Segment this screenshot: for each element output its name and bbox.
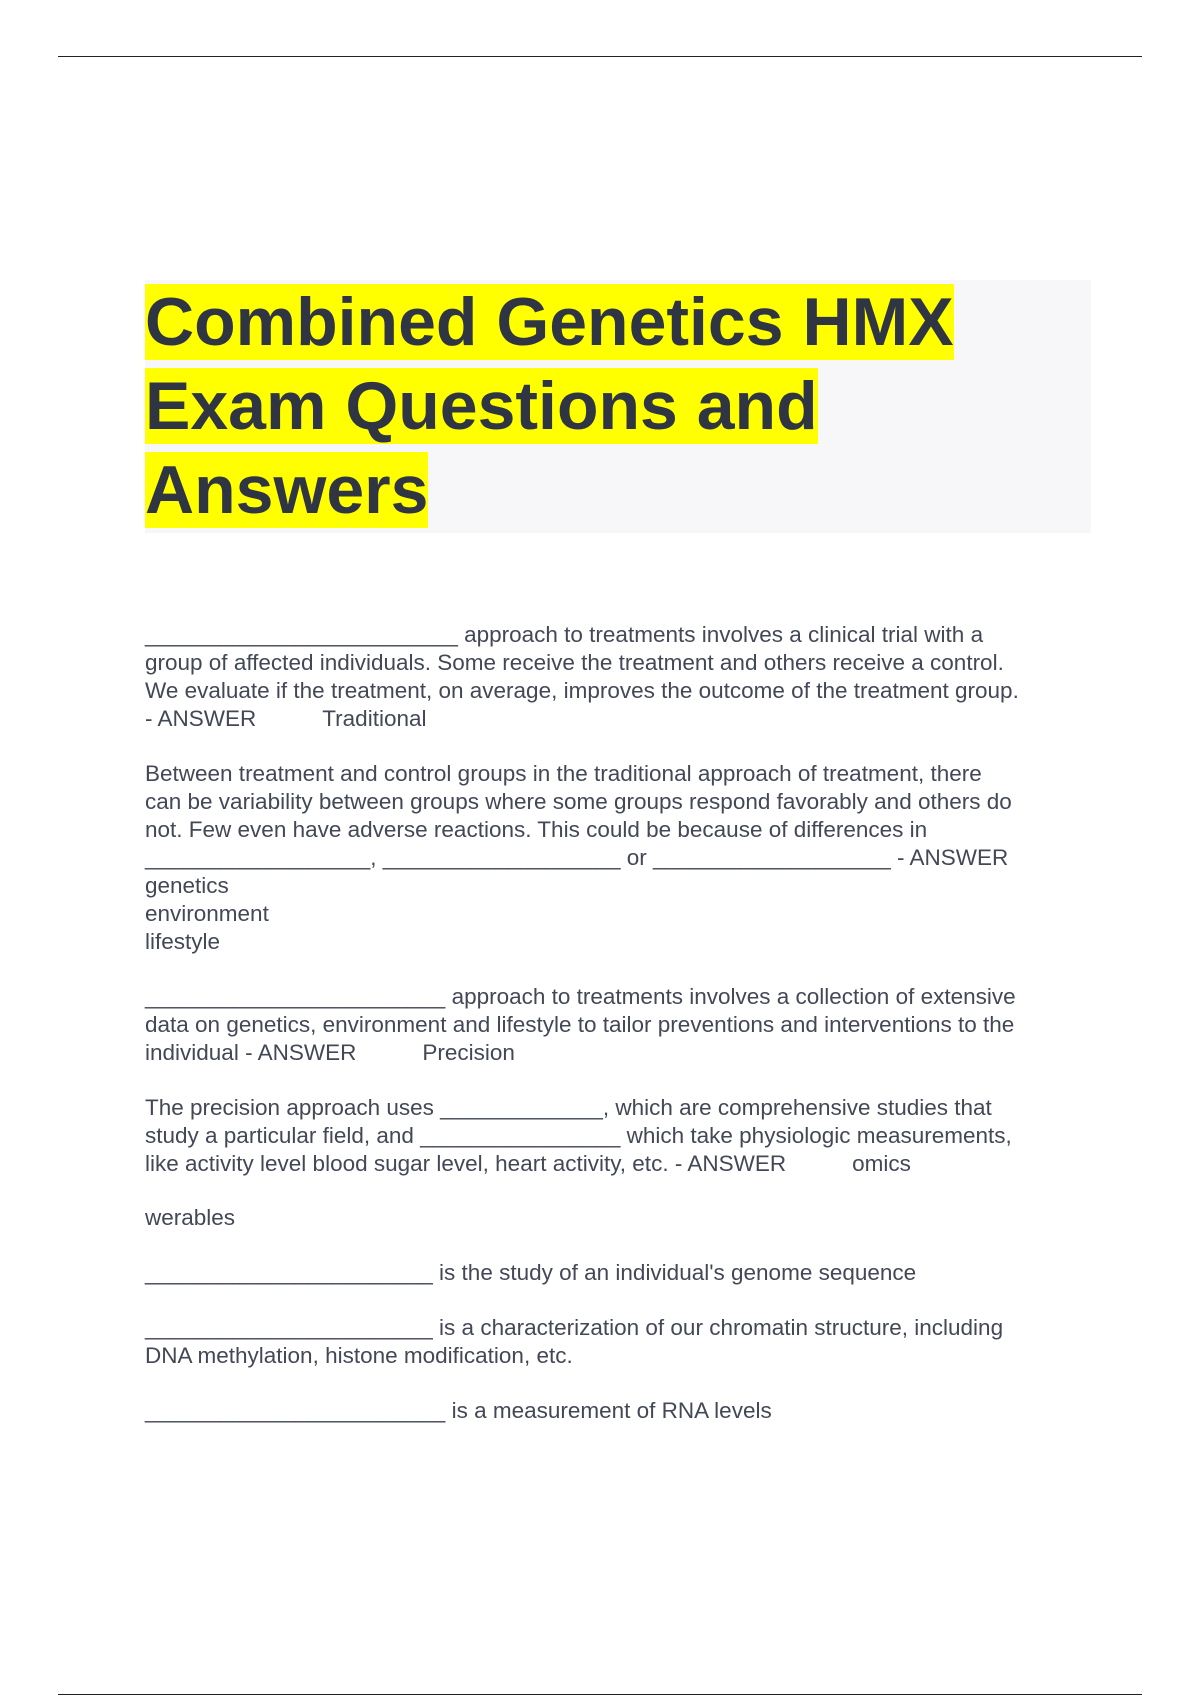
question-item [145, 1397, 1095, 1425]
question-line: _________________________ approach to treatments involves a clinical trial with a [145, 622, 984, 647]
question-line: _______________________ is a characterization of our chromatin structure, including [145, 1315, 1004, 1340]
answer-text: lifestyle [145, 929, 221, 954]
question-line: data on genetics, environment and lifestyle to tailor preventions and interventions to the [145, 1012, 1015, 1037]
answer-line [145, 1039, 1095, 1067]
question-line: We evaluate if the treatment, on average, improves the outcome of the treatment group. [145, 678, 1019, 703]
answer-prefix: like activity level blood sugar level, heart activity, etc. - ANSWER [145, 1151, 787, 1176]
question-line: _______________________ is the study of an individual's genome sequence [145, 1260, 917, 1285]
answer-text: Traditional [322, 706, 427, 731]
title-block [145, 280, 1091, 533]
answer-text: omics [852, 1151, 911, 1176]
question-line: not. Few even have adverse reactions. This could be because of differences in [145, 817, 928, 842]
answer-line [145, 705, 1095, 733]
question-line: Between treatment and control groups in the traditional approach of treatment, there [145, 761, 982, 786]
answer-text: genetics [145, 873, 229, 898]
title-line-3: Answers [145, 452, 429, 528]
question-item [145, 621, 1095, 733]
question-line: ________________________ approach to treatments involves a collection of extensive [145, 984, 1016, 1009]
answer-text: environment [145, 901, 269, 926]
answer-line [145, 1150, 1095, 1178]
question-line: study a particular field, and ________________ which take physiologic measurements, [145, 1123, 1012, 1148]
question-item [145, 983, 1095, 1067]
question-line: can be variability between groups where some groups respond favorably and others do [145, 789, 1012, 814]
question-line: DNA methylation, histone modification, etc. [145, 1343, 573, 1368]
title-line-1: Combined Genetics HMX [145, 284, 954, 360]
question-item [145, 1314, 1095, 1370]
answer-prefix: individual - ANSWER [145, 1040, 357, 1065]
answer-list [145, 872, 1095, 956]
question-line: The precision approach uses _____________, which are comprehensive studies that [145, 1095, 992, 1120]
bottom-rule [58, 1694, 1142, 1695]
question-list [145, 621, 1095, 1452]
answer-prefix: - ANSWER [145, 706, 257, 731]
question-line: __________________, ___________________ or ___________________ - ANSWER [145, 845, 1009, 870]
top-rule [58, 56, 1142, 57]
question-item [145, 1259, 1095, 1287]
document-title [145, 280, 1091, 532]
question-line: group of affected individuals. Some receive the treatment and others receive a control. [145, 650, 1004, 675]
answer-text: Precision [422, 1040, 515, 1065]
answer-text-extra: werables [145, 1205, 236, 1230]
question-item [145, 1094, 1095, 1232]
question-item [145, 760, 1095, 956]
question-line: ________________________ is a measurement of RNA levels [145, 1398, 772, 1423]
title-line-2: Exam Questions and [145, 368, 818, 444]
